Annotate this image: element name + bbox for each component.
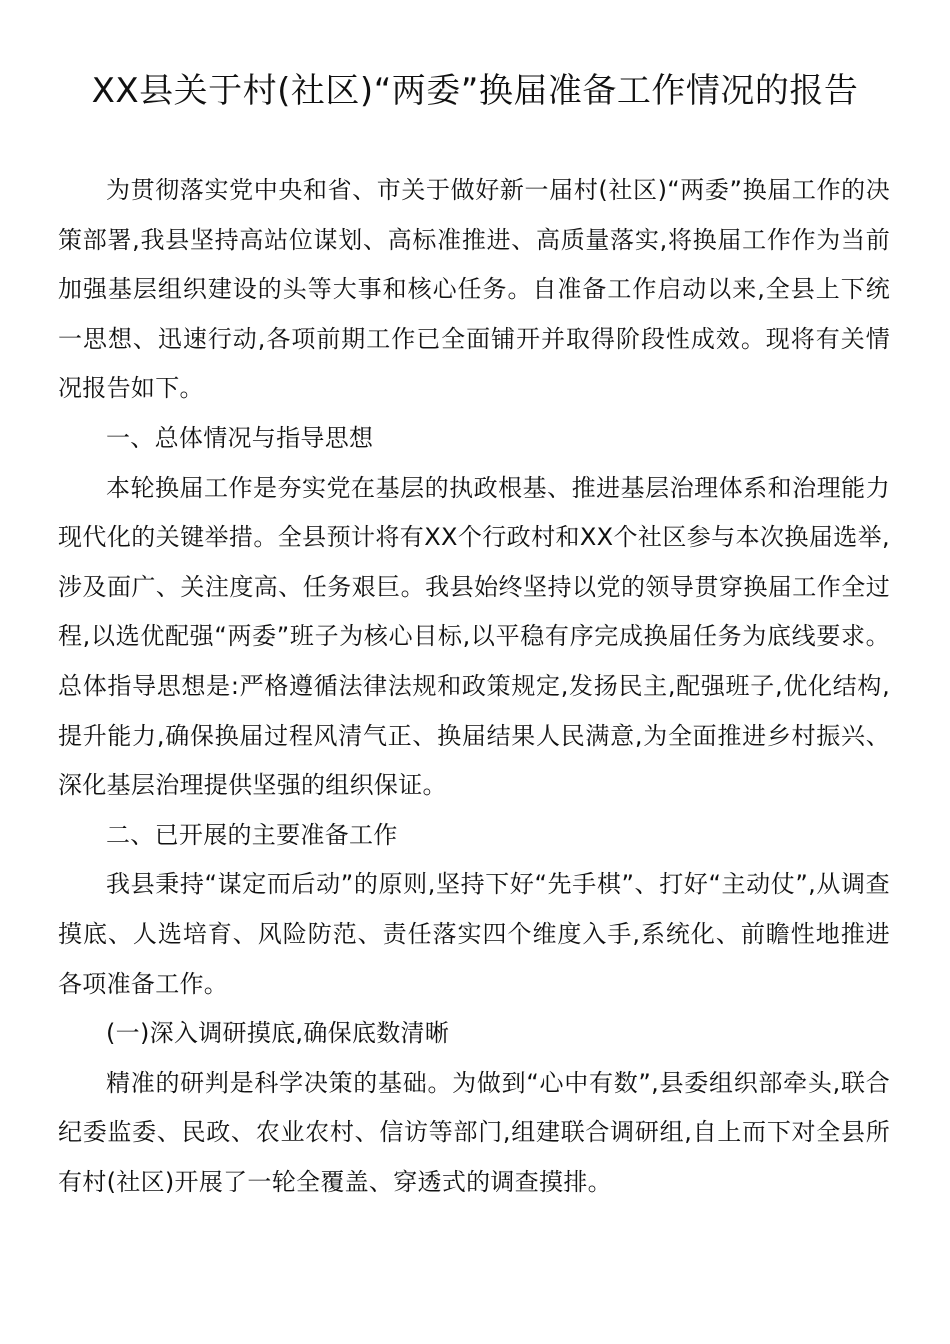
document-body — [58, 166, 890, 1207]
section-heading-2: 二、已开展的主要准备工作 — [106, 820, 398, 849]
intro-paragraph: 为贯彻落实党中央和省、市关于做好新一届村(社区)“两委”换届工作的决策部署,我县坚持高站位谋划、高标准推进、高质量落实,将换届工作作为当前加强基层组织建设的头等大事和核心任务。自准备工作启动以来,全县上下统一思想、迅速行动,各项前期工作已全面铺开并取得阶段性成效。现将有关情况报告如下。 — [58, 176, 890, 403]
subsection-heading-1: (一)深入调研摸底,确保底数清晰 — [106, 1019, 450, 1048]
subsection-1-paragraph: 精准的研判是科学决策的基础。为做到“心中有数”,县委组织部牵头,联合纪委监委、民政、农业农村、信访等部门,组建联合调研组,自上而下对全县所有村(社区)开展了一轮全覆盖、穿透式的调查摸排。 — [58, 1068, 890, 1196]
section-heading-1: 一、总体情况与指导思想 — [106, 423, 374, 452]
document-title: XX县关于村(社区)“两委”换届准备工作情况的报告 — [91, 71, 859, 111]
section-1-paragraph: 本轮换届工作是夯实党在基层的执政根基、推进基层治理体系和治理能力现代化的关键举措。全县预计将有XX个行政村和XX个社区参与本次换届选举,涉及面广、关注度高、任务艰巨。我县始终坚持以党的领导贯穿换届工作全过程,以选优配强“两委”班子为核心目标,以平稳有序完成换届任务为底线要求。总体指导思想是:严格遵循法律法规和政策规定,发扬民主,配强班子,优化结构,提升能力,确保换届过程风清气正、换届结果人民满意,为全面推进乡村振兴、深化基层治理提供坚强的组织保证。 — [58, 473, 890, 800]
section-2-paragraph: 我县秉持“谋定而后动”的原则,坚持下好“先手棋”、打好“主动仗”,从调查摸底、人选培育、风险防范、责任落实四个维度入手,系统化、前瞻性地推进各项准备工作。 — [58, 870, 890, 998]
